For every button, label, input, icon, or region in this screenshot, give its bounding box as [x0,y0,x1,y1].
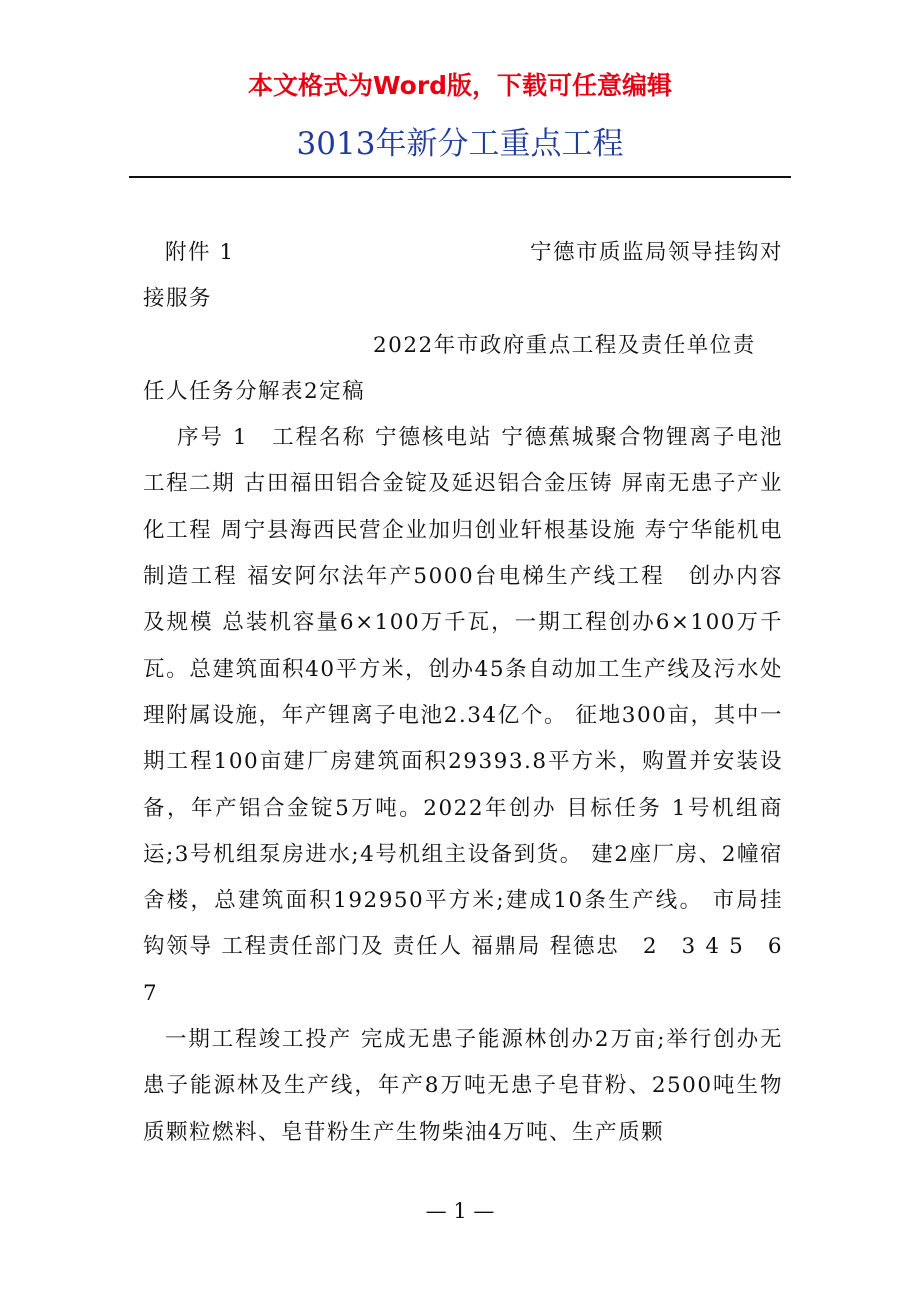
table-title-line-1: 2022年市政府重点工程及责任单位责 [373,332,756,358]
attachment-line [143,230,783,276]
table-content-paragraph: 序号 1 工程名称 宁德核电站 宁德蕉城聚合物锂离子电池工程二期 古田福田铝合金锭及延迟铝合金压铸 屏南无患子产业化工程 周宁县海西民营企业加归创业轩根基设施 寿宁华能机电制造工程 福安阿尔法年产5000台电梯生产线工程 创办内容及规模 总装机容量6×100万千瓦，一期工程创办6×100万千瓦。总建筑面积40平方米，创办45条自动加工生产线及污水处理附属设施，年产锂离子电池2.34亿个。 征地300亩，其中一期工程100亩建厂房建筑面积29393.8平方米，购置并安装设备，年产铝合金锭5万吨。2022年创办 目标任务 1号机组商运;3号机组泵房进水;4号机组主设备到货。 建2座厂房、2幢宿舍楼，总建筑面积192950平方米;建成10条生产线。 市局挂钩领导 工程责任部门及 责任人 福鼎局 程德忠 2 3 4 5 6 7 [143,425,807,1006]
attachment-label: 附件 1 [165,240,235,265]
attachment-heading-continued: 接服务 [143,286,213,312]
word-format-banner: 本文格式为Word版，下载可任意编辑 [247,71,673,100]
page-number: — 1 — [425,1199,495,1223]
title-divider [129,176,791,178]
attachment-heading: 宁德市质监局领导挂钩对 [529,240,783,265]
document-body [143,230,807,1156]
continuation-paragraph: 一期工程竣工投产 完成无患子能源林创办2万亩;举行创办无患子能源林及生产线，年产8万吨无患子皂苷粉、2500吨生物质颗粒燃料、皂苷粉生产生物柴油4万吨、生产质颗 [143,1027,783,1145]
page-title: 3013年新分工重点工程 [296,126,624,162]
table-title-line-2: 任人任务分解表2定稿 [143,378,366,404]
